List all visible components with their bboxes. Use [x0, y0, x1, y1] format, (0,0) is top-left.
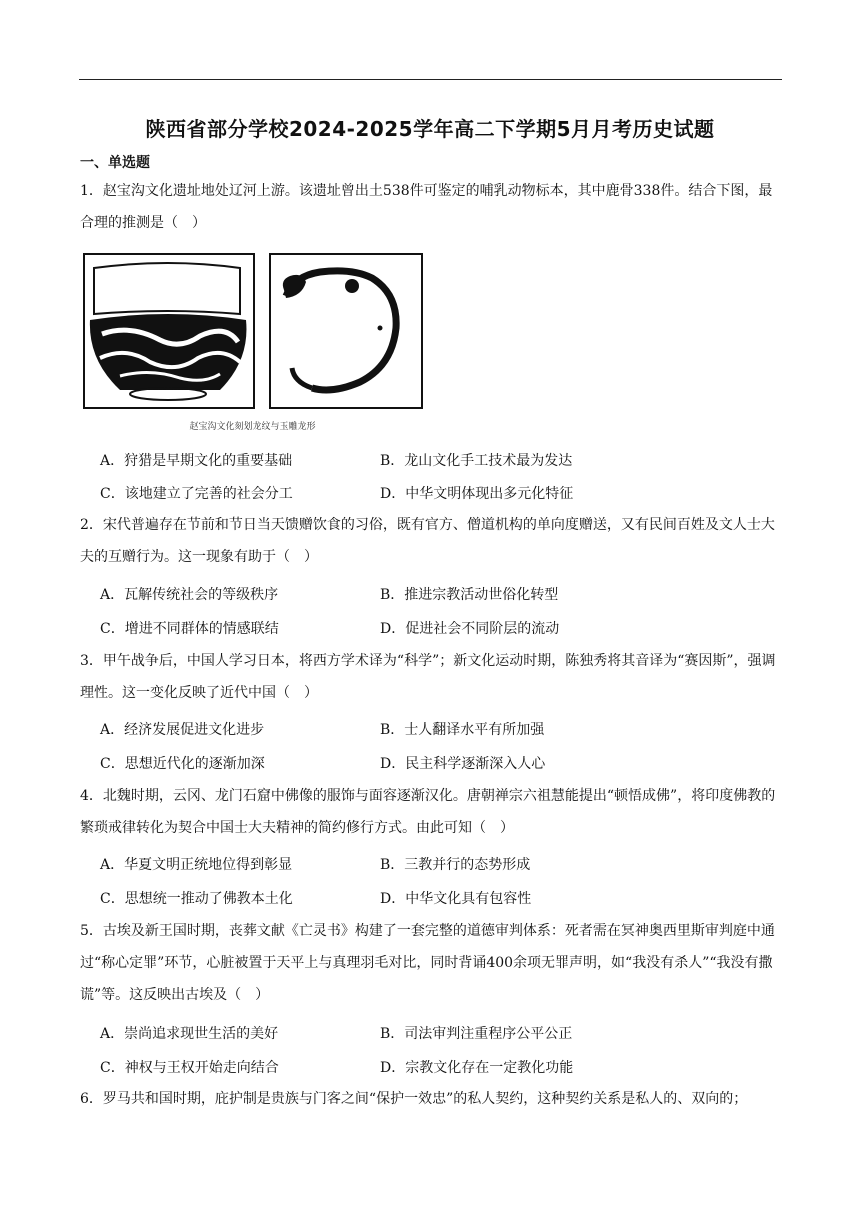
- page-title: 陕西省部分学校2024-2025学年高二下学期5月月考历史试题: [145, 117, 715, 141]
- question-1-option-c: C．该地建立了完善的社会分工: [100, 486, 293, 502]
- question-2-stem: 2．宋代普遍存在节前和节日当天馈赠饮食的习俗，既有官方、僧道机构的单向度赠送，又有民间百姓及文人士大夫的互赠行为。这一现象有助于（ ）: [80, 517, 775, 565]
- question-4-option-c: C．思想统一推动了佛教本土化: [100, 891, 293, 907]
- question-2-option-b: B．推进宗教活动世俗化转型: [380, 587, 559, 603]
- question-3-stem: 3．甲午战争后，中国人学习日本，将西方学术译为“科学”；新文化运动时期，陈独秀将其音译为“赛因斯”，强调理性。这一变化反映了近代中国（ ）: [80, 653, 776, 701]
- question-3-option-c: C．思想近代化的逐渐加深: [100, 756, 265, 772]
- question-6-stem: 6．罗马共和国时期，庇护制是贵族与门客之间“保护一效忠”的私人契约，这种契约关系是私人的、双向的；: [80, 1091, 748, 1107]
- question-5-option-b: B．司法审判注重程序公平公正: [380, 1026, 573, 1042]
- question-1-option-a: A．狩猎是早期文化的重要基础: [100, 453, 293, 469]
- dragon-figure-image: [80, 250, 425, 432]
- question-5-option-c: C．神权与王权开始走向结合: [100, 1060, 279, 1076]
- question-1-option-b: B．龙山文化手工技术最为发达: [380, 453, 573, 469]
- section-heading: 一、单选题: [80, 155, 150, 171]
- question-1-stem: 1．赵宝沟文化遗址地处辽河上游。该遗址曾出土538件可鉴定的哺乳动物标本，其中鹿骨338件。结合下图，最合理的推测是（ ）: [80, 183, 773, 231]
- header-rule: [79, 79, 782, 80]
- question-3-option-d: D．民主科学逐渐深入人心: [380, 756, 546, 772]
- question-2-option-c: C．增进不同群体的情感联结: [100, 621, 279, 637]
- question-1-option-d: D．中华文明体现出多元化特征: [380, 486, 574, 502]
- question-2-option-d: D．促进社会不同阶层的流动: [380, 621, 560, 637]
- question-3-option-a: A．经济发展促进文化进步: [100, 722, 265, 738]
- question-4-option-d: D．中华文化具有包容性: [380, 891, 532, 907]
- question-4-stem: 4．北魏时期，云冈、龙门石窟中佛像的服饰与面容逐渐汉化。唐朝禅宗六祖慧能提出“顿悟成佛”，将印度佛教的繁琐戒律转化为契合中国士大夫精神的简约修行方式。由此可知（ ）: [80, 788, 776, 836]
- question-5-option-d: D．宗教文化存在一定教化功能: [380, 1060, 574, 1076]
- question-3-option-b: B．士人翻译水平有所加强: [380, 722, 545, 738]
- question-5-option-a: A．崇尚追求现世生活的美好: [100, 1026, 279, 1042]
- question-5-stem: 5．古埃及新王国时期，丧葬文献《亡灵书》构建了一套完整的道德审判体系：死者需在冥神奥西里斯审判庭中通过“称心定罪”环节，心脏被置于天平上与真理羽毛对比，同时背诵400余项无罪声明，如“我没有杀人”“我没有撒谎”等。这反映出古埃及（ ）: [80, 923, 775, 1003]
- figure-caption: 赵宝沟文化刻划龙纹与玉雕龙形: [189, 422, 316, 432]
- question-4-option-b: B．三教并行的态势形成: [380, 857, 531, 873]
- question-2-option-a: A．瓦解传统社会的等级秩序: [100, 587, 279, 603]
- question-4-option-a: A．华夏文明正统地位得到彰显: [100, 857, 293, 873]
